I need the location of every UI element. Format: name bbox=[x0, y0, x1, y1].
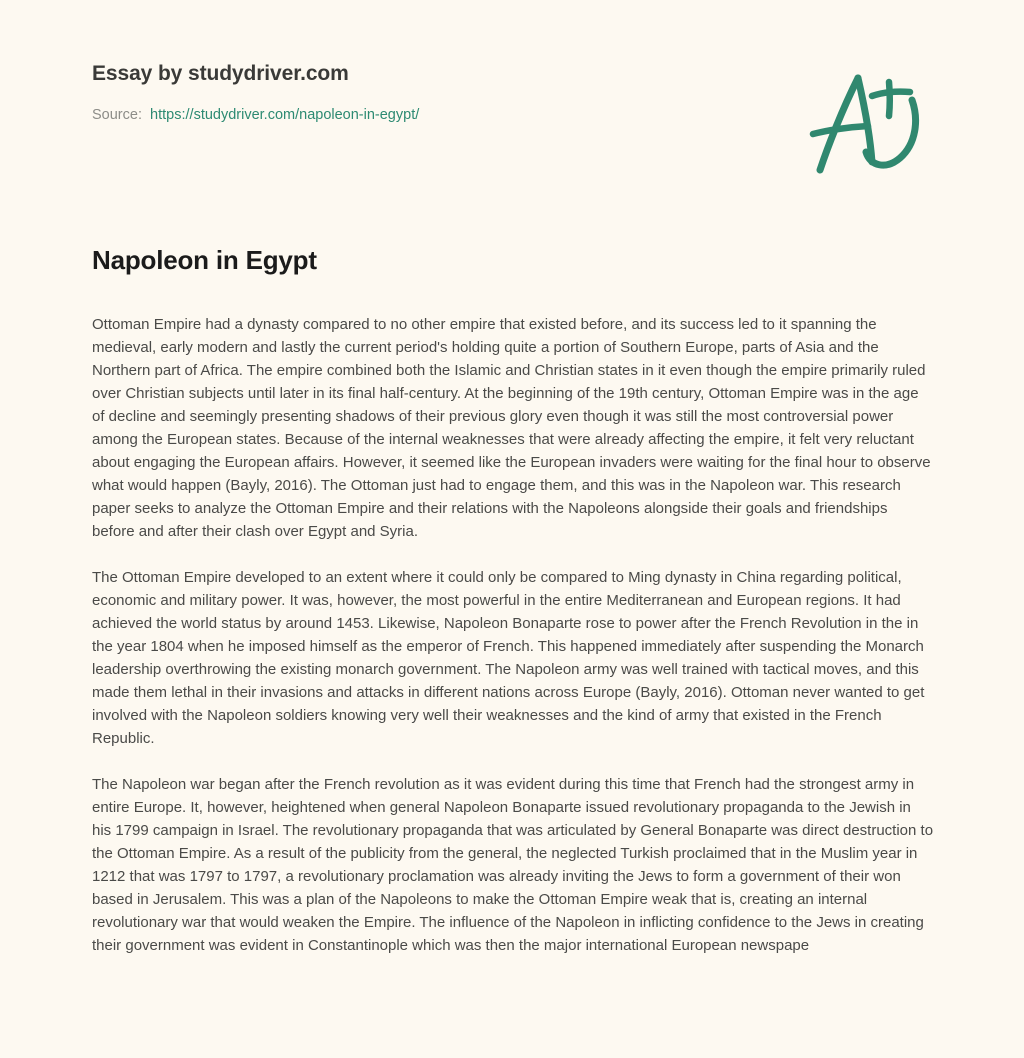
page-title: Napoleon in Egypt bbox=[92, 245, 317, 275]
document-header bbox=[0, 0, 1024, 200]
article bbox=[92, 243, 934, 957]
source-url-link[interactable]: https://studydriver.com/napoleon-in-egypt/ bbox=[150, 107, 420, 123]
brand-title: Essay by studydriver.com bbox=[92, 62, 349, 85]
paragraph: Ottoman Empire had a dynasty compared to no other empire that existed before, and its success led to it spanning the medieval, early modern and lastly the current period's holding quite a portion of Southern Europe, parts of Asia and the Northern part of Africa. The empire combined both the Islamic and Christian states in it even though the empire primarily ruled over Christian subjects until later in its final half-century. At the beginning of the 19th century, Ottoman Empire was in the age of decline and seemingly presenting shadows of their previous glory even though it was still the most controversial power among the European states. Because of the internal weaknesses that were already affecting the empire, it felt very reluctant about engaging the European affairs. However, it seemed like the European invaders were waiting for the final hour to observe what would happen (Bayly, 2016). The Ottoman just had to engage them, and this was in the Napoleon war. This research paper seeks to analyze the Ottoman Empire and their relations with the Napoleons alongside their goals and friendships before and after their clash over Egypt and Syria. bbox=[92, 316, 931, 540]
a-plus-logo bbox=[806, 58, 928, 178]
source-line bbox=[92, 105, 419, 125]
source-label: Source: bbox=[92, 107, 142, 123]
header-text-block bbox=[92, 60, 419, 125]
a-plus-logo-icon bbox=[806, 58, 928, 178]
paragraph: The Ottoman Empire developed to an extent where it could only be compared to Ming dynasty in China regarding political, economic and military power. It was, however, the most powerful in the entire Mediterranean and European regions. It had achieved the world status by around 1453. Likewise, Napoleon Bonaparte rose to power after the French Revolution in the in the year 1804 when he imposed himself as the emperor of French. This happened immediately after suspending the Monarch leadership overthrowing the existing monarch government. The Napoleon army was well trained with tactical moves, and this made them lethal in their invasions and attacks in different nations across Europe (Bayly, 2016). Ottoman never wanted to get involved with the Napoleon soldiers knowing very well their weaknesses and the kind of army that existed in the French Republic. bbox=[92, 569, 925, 747]
paragraph: The Napoleon war began after the French revolution as it was evident during this time that French had the strongest army in entire Europe. It, however, heightened when general Napoleon Bonaparte issued revolutionary propaganda to the Jewish in his 1799 campaign in Israel. The revolutionary propaganda that was articulated by General Bonaparte was direct destruction to the Ottoman Empire. As a result of the publicity from the general, the neglected Turkish proclaimed that in the Muslim year in 1212 that was 1797 to 1797, a revolutionary proclamation was already inviting the Jews to form a government of their won based in Jerusalem. This was a plan of the Napoleons to make the Ottoman Empire weak that is, creating an internal revolutionary war that would weaken the Empire. The influence of the Napoleon in inflicting confidence to the Jews in creating their government was evident in Constantinople which was then the major international European newspape bbox=[92, 776, 934, 954]
article-body bbox=[92, 313, 934, 957]
